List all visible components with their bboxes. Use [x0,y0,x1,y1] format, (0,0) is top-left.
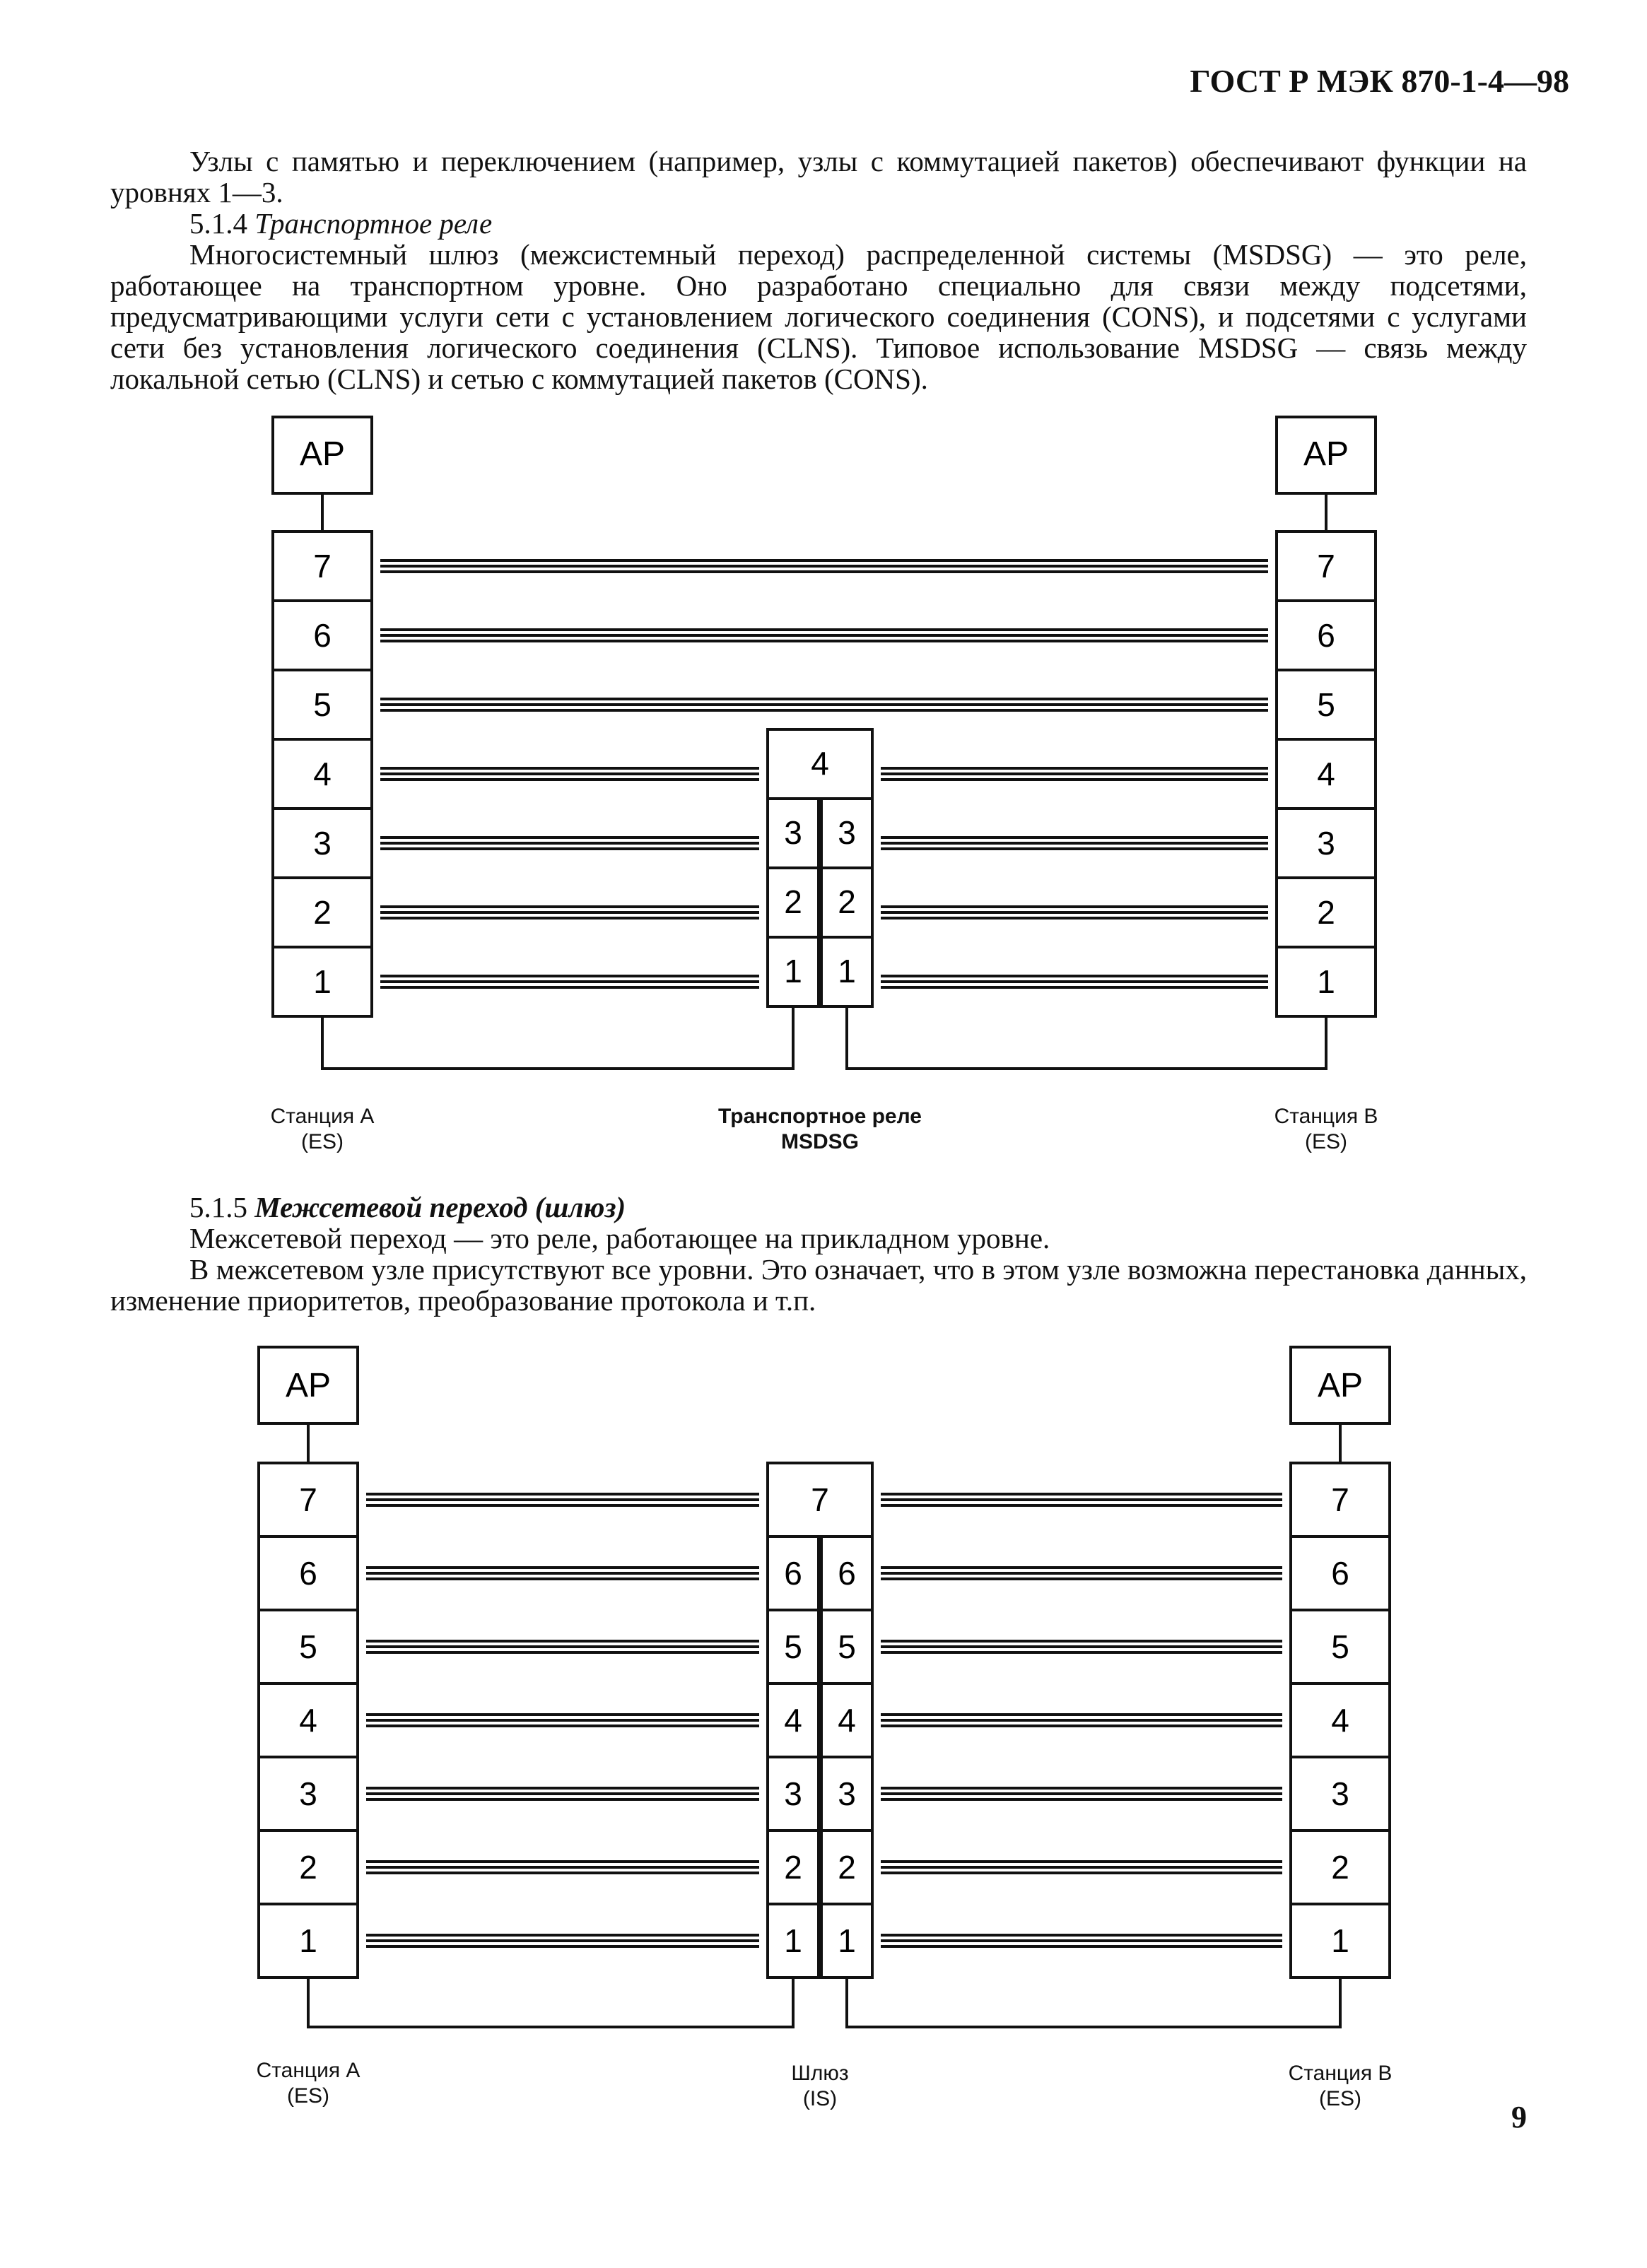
relay-left-label-3: 3 [784,814,802,851]
section-514-heading [110,208,1527,239]
section-514-paragraph: Многосистемный шлюз (межсистемный переход) распределенной системы (MSDSG) — это реле, работающее на транспортном уровне. Оно разработано специально для связи между подсетями, предусматривающими услуги сети с установлением логического соединения (CONS), и подсетями с услугами сети без установления логического соединения (CLNS). Типовое использование MSDSG — связь между локальной сетью (CLNS) и сетью с коммутацией пакетов (CONS). [110,238,1527,395]
relay-top-label: 4 [811,745,829,782]
gateway-top-label: 7 [811,1481,829,1518]
transport-relay-diagram [0,410,1647,1187]
section-515-paragraph-1: Межсетевой переход — это реле, работающее на прикладном уровне. [189,1222,1050,1255]
relay-left-label-1: 1 [784,953,802,989]
section-515-heading [110,1192,1527,1223]
left2-layer-5: 5 [299,1628,317,1665]
label-gateway-sub: (IS) [802,2087,838,2110]
gateway-left-label-4: 4 [784,1702,802,1739]
label-station-b-2-sub: (ES) [1318,2087,1361,2110]
right2-layer-7: 7 [1331,1481,1349,1518]
gateway-right-label-3: 3 [838,1775,856,1812]
label-station-b-1-name: Станция В [1274,1105,1378,1128]
left2-layer-7: 7 [299,1481,317,1518]
label-station-a-2-sub: (ES) [286,2084,329,2108]
gateway-svg [0,1336,1647,2127]
label-station-a-1-name: Станция А [270,1105,375,1128]
physical-link-right-2 [847,1978,1340,2027]
left-layer-4: 4 [313,756,332,792]
left2-layer-2: 2 [299,1849,317,1886]
label-station-a-2-name: Станция А [256,2059,361,2082]
left2-layer-3: 3 [299,1775,317,1812]
label-transport-relay-sub: MSDSG [780,1130,860,1153]
relay-right-label-3: 3 [838,814,856,851]
label-gateway-name: Шлюз [791,2062,849,2085]
right-layer-5: 5 [1317,686,1335,723]
gateway-left-label-3: 3 [784,1775,802,1812]
left-layer-1: 1 [313,963,332,1000]
physical-link-left [322,1006,793,1069]
right-layer-6: 6 [1317,617,1335,654]
right-layer-4: 4 [1317,756,1335,792]
gateway-right-label-2: 2 [838,1849,856,1886]
gateway-right-label-1: 1 [838,1922,856,1959]
intro-block [110,146,1527,394]
right2-layer-2: 2 [1331,1849,1349,1886]
label-station-a-2 [257,2058,361,2109]
left-layer-5: 5 [313,686,332,723]
gateway-right-label-6: 6 [838,1555,856,1592]
left2-layer-1: 1 [299,1922,317,1959]
section-514-number: 5.1.4 [189,207,247,240]
section-515-title: Межсетевой переход (шлюз) [254,1191,626,1223]
right-layer-7: 7 [1317,548,1335,584]
gateway-left-label-5: 5 [784,1628,802,1665]
left-layer-7: 7 [313,548,332,584]
left-layer-6: 6 [313,617,332,654]
left-layer-3: 3 [313,825,332,862]
label-gateway [791,2061,848,2112]
document-header: ГОСТ Р МЭК 870-1-4—98 [1190,63,1569,99]
left-layer-2: 2 [313,894,332,931]
relay-right-label-1: 1 [838,953,856,989]
relay-right-label-2: 2 [838,883,856,920]
right2-layer-4: 4 [1331,1702,1349,1739]
left2-layer-4: 4 [299,1702,317,1739]
section-514-title: Транспортное реле [254,207,493,240]
intro-paragraph: Узлы с памятью и переключением (например, узлы с коммутацией пакетов) обеспечивают функции на уровнях 1—3. [110,145,1527,208]
label-station-b-1-sub: (ES) [1304,1130,1347,1153]
label-transport-relay-name: Транспортное реле [718,1105,922,1128]
physical-link-left-2 [308,1978,793,2027]
right2-layer-5: 5 [1331,1628,1349,1665]
ap-left-label-2: AP [285,1367,332,1404]
label-station-b-2-name: Станция В [1288,2062,1393,2085]
right-layer-3: 3 [1317,825,1335,862]
gateway-left-label-2: 2 [784,1849,802,1886]
physical-link-right [847,1006,1326,1069]
left2-layer-6: 6 [299,1555,317,1592]
right2-layer-6: 6 [1331,1555,1349,1592]
label-station-b-1 [1274,1104,1378,1155]
section-515-paragraph-2: В межсетевом узле присутствуют все уровни. Это означает, что в этом узле возможна перестановка данных, изменение приоритетов, преобразование протокола и т.п. [110,1253,1527,1317]
ap-right-label-2: AP [1317,1367,1364,1404]
gateway-left-label-1: 1 [784,1922,802,1959]
right2-layer-1: 1 [1331,1922,1349,1959]
label-transport-relay [718,1104,922,1155]
section-515-block [110,1192,1527,1316]
gateway-diagram [0,1336,1647,2127]
gateway-left-label-6: 6 [784,1555,802,1592]
gateway-right-label-5: 5 [838,1628,856,1665]
right-layer-1: 1 [1317,963,1335,1000]
gateway-right-label-4: 4 [838,1702,856,1739]
page-number: 9 [1511,2100,1527,2134]
transport-relay-svg [0,410,1647,1187]
relay-left-label-2: 2 [784,883,802,920]
label-station-b-2 [1289,2061,1393,2112]
label-station-a-1-sub: (ES) [300,1130,344,1153]
ap-right-label: AP [1303,435,1349,473]
right-layer-2: 2 [1317,894,1335,931]
section-515-number: 5.1.5 [189,1191,247,1223]
right2-layer-3: 3 [1331,1775,1349,1812]
ap-left-label: AP [299,435,346,473]
label-station-a-1 [271,1104,375,1155]
